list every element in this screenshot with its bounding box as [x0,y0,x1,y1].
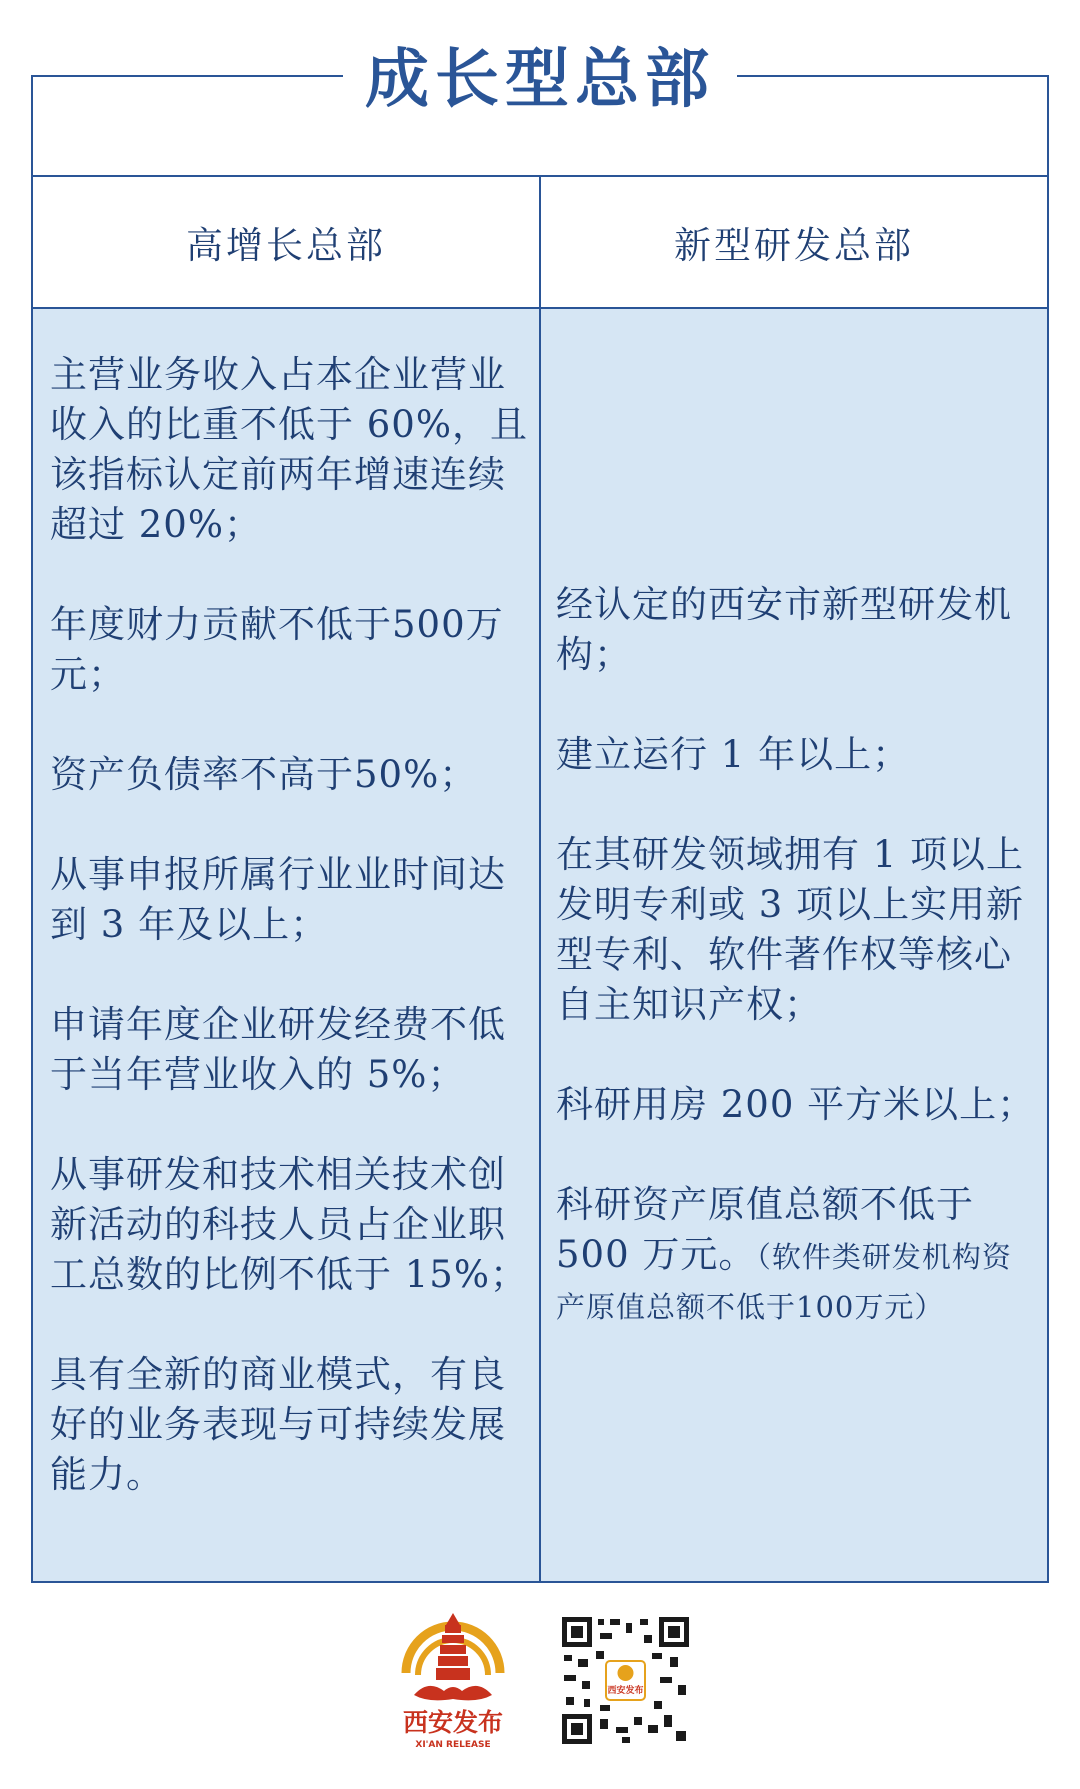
qr-center-label: 西安发布 [607,1686,644,1696]
qr-code-icon [560,1615,691,1746]
title-wrap [0,42,1080,118]
logo-subtext: XI'AN RELEASE [415,1740,491,1750]
right-column-text [556,580,1036,1330]
criteria-item: 在其研发领域拥有 1 项以上发明专利或 3 项以上实用新型专利、软件著作权等核心自主知识产权； [556,833,1025,1026]
column-header-rd: 新型研发总部 [674,224,914,267]
criteria-item: 经认定的西安市新型研发机构； [556,583,1012,676]
criteria-item: 资产负债率不高于50%； [50,753,478,796]
criteria-item: 年度财力贡献不低于500万元； [50,603,504,696]
criteria-item: 科研用房 200 平方米以上； [556,1083,1036,1126]
logo-text: 西安发布 [402,1708,504,1737]
criteria-item: 主营业务收入占本企业营业收入的比重不低于 60%，且该指标认定前两年增速连续超过 20%； [50,353,528,546]
criteria-item: 从事研发和技术相关技术创新活动的科技人员占企业职工总数的比例不低于 15%； [50,1153,528,1296]
column-header-high-growth: 高增长总部 [186,224,386,267]
criteria-item: 从事申报所属行业业时间达到 3 年及以上； [50,853,506,946]
criteria-item: 建立运行 1 年以上； [556,733,911,776]
criteria-note: （软件类研发机构资产原值总额不低于100万元） [556,1240,1012,1324]
left-column-text [50,350,530,1500]
xian-release-logo [388,1603,518,1753]
criteria-text: 科研资产原值总额不低于 500 万元。 [556,1183,974,1276]
page-title: 成长型总部 [343,42,737,118]
qr-code[interactable] [560,1615,691,1746]
criteria-item-with-note [556,1180,1036,1330]
criteria-item: 申请年度企业研发经费不低于当年营业收入的 5%； [50,1003,506,1096]
criteria-item: 具有全新的商业模式，有良好的业务表现与可持续发展能力。 [50,1353,506,1496]
pagoda-logo-icon [388,1603,518,1753]
